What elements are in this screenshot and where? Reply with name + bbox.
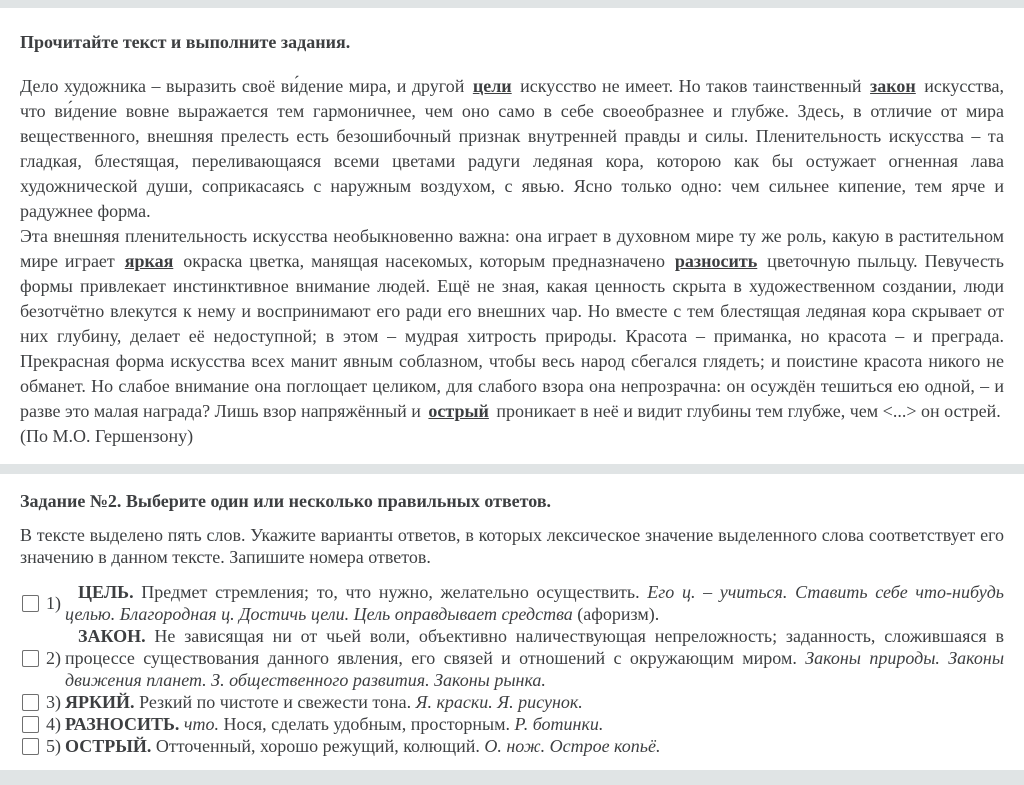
answer-text: РАЗНОСИТЬ. что. Нося, сделать удобным, просторным. Р. ботинки. bbox=[65, 714, 604, 734]
answer-number: 3) bbox=[46, 692, 61, 712]
answer-option-row bbox=[20, 691, 1004, 713]
answer-option-row bbox=[20, 581, 1004, 625]
passage-paragraph: Дело художника – выразить своё ви́дение мира, и другой цели искусство не имеет. Но таков таинственный закон искусства, что ви́дение вовне выражается тем гармоничнее, чем оно само в себе своеобразнее и глубже. Здесь, в отличие от мира вещественного, внешняя прелесть есть безошибочный признак внутренней правды и силы. Пленительность искусства – та гладкая, блестящая, переливающаяся всеми цветами радуги ледяная кора, которою как бы остужает огненная лава художнической души, соприкасаясь с наружным воздухом, с явью. Ясно только одно: чем сильнее кипение, тем ярче и радужнее форма. bbox=[20, 76, 1004, 221]
passage-paragraph: Эта внешняя пленительность искусства необыкновенно важна: она играет в духовном мире ту же роль, какую в растительном мире играет яркая окраска цветка, манящая насекомых, которым предназначено разносить цветочную пыльцу. Певучесть формы привлекает инстинктивное внимание людей. Ещё не зная, какая ценность скрыта в художественном создании, люди безотчётно влекутся к нему и воспринимают его ради его внешних чар. Но вместе с тем блестящая ледяная кора скрывает от них глубину, делает её недоступной; в этом – мудрая хитрость природы. Красота – приманка, но красота – и преграда. Прекрасная форма искусства всех манит явным соблазном, чтобы весь народ сбегался глядеть; и поистине красота никого не обманет. Но слабое внимание она поглощает целиком, для слабого взора она непрозрачна: он осуждён тешиться ею одной, – и разве это малая награда? Лишь взор напряжённый и острый проникает в неё и видит глубины тем глубже, чем <...> он острей. bbox=[20, 226, 1005, 421]
page-content bbox=[0, 31, 1024, 449]
passage-instruction-heading: Прочитайте текст и выполните задания. bbox=[20, 32, 351, 52]
answer-number: 1) bbox=[46, 593, 61, 613]
answer-number: 4) bbox=[46, 714, 61, 734]
answer-number: 2) bbox=[46, 648, 61, 668]
answer-checkbox[interactable] bbox=[22, 694, 39, 711]
task-title: Задание №2. Выберите один или несколько правильных ответов. bbox=[20, 491, 552, 511]
answer-options-list bbox=[20, 581, 1004, 757]
answer-checkbox[interactable] bbox=[22, 716, 39, 733]
answer-checkbox[interactable] bbox=[22, 738, 39, 755]
task-section bbox=[0, 490, 1024, 757]
answer-text: ЦЕЛЬ. Предмет стремления; то, что нужно, желательно осуществить. Его ц. – учиться. Ставить себе что-нибудь целью. Благородная ц. Достичь цели. Цель оправдывает средства (афоризм). bbox=[65, 582, 1004, 624]
passage-attribution: (По М.О. Гершензону) bbox=[20, 426, 194, 446]
answer-option-row bbox=[20, 713, 1004, 735]
answer-text: ОСТРЫЙ. Отточенный, хорошо режущий, колющий. О. нож. Острое копьё. bbox=[65, 736, 661, 756]
answer-option-row bbox=[20, 735, 1004, 757]
answer-option-row bbox=[20, 625, 1004, 691]
section-divider-bar bbox=[0, 464, 1024, 474]
answer-number: 5) bbox=[46, 736, 61, 756]
bottom-divider-bar bbox=[0, 770, 1024, 785]
top-divider-bar bbox=[0, 0, 1024, 8]
passage-text bbox=[20, 74, 1004, 449]
answer-text: ЗАКОН. Не зависящая ни от чьей воли, объективно наличествующая непреложность; заданность, сложившаяся в процессе существования данного явления, его связей и отношений с окружающим миром. Законы природы. Законы движения планет. З. общественного развития. Законы рынка. bbox=[65, 626, 1005, 690]
answer-checkbox[interactable] bbox=[22, 650, 39, 667]
answer-checkbox[interactable] bbox=[22, 595, 39, 612]
answer-text: ЯРКИЙ. Резкий по чистоте и свежести тона. Я. краски. Я. рисунок. bbox=[65, 692, 583, 712]
task-description: В тексте выделено пять слов. Укажите варианты ответов, в которых лексическое значение выделенного слова соответствует его значению в данном тексте. Запишите номера ответов. bbox=[20, 525, 1004, 567]
